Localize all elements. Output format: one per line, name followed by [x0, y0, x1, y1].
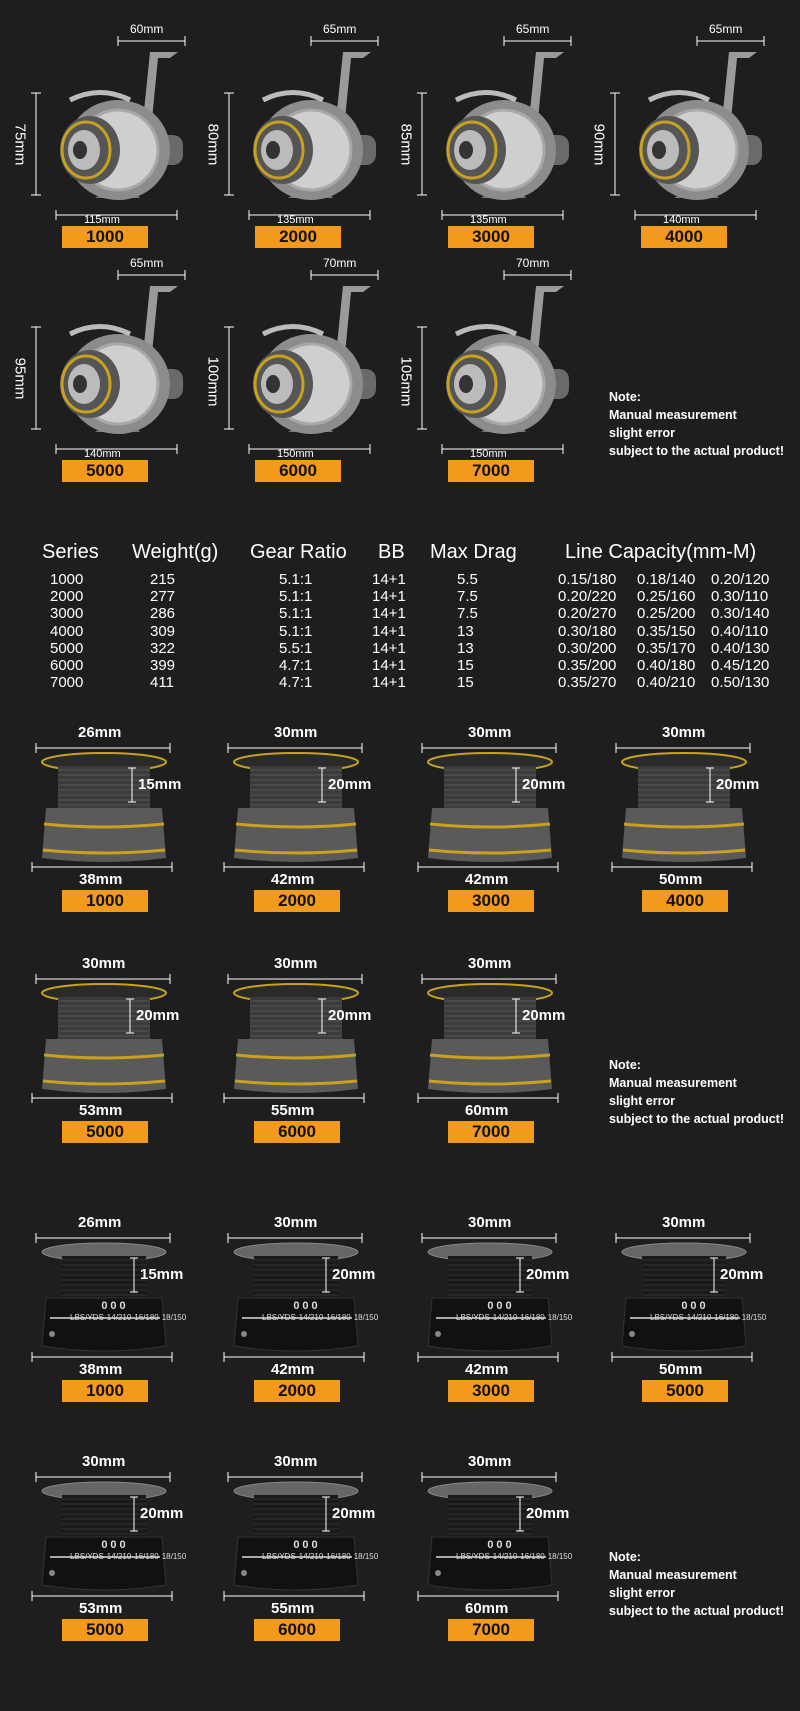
table-cell: 14+1: [372, 674, 406, 692]
table-cell: 7.5: [457, 588, 478, 606]
capacity-c1: 14/210: [106, 1552, 132, 1561]
table-cell: 0.35/270: [558, 674, 617, 692]
model-badge: 5000: [62, 1121, 148, 1143]
spinning-reel-image: [60, 52, 183, 200]
capacity-c3: 18/150: [353, 1313, 379, 1322]
table-cell: 215: [150, 571, 176, 588]
capacity-c3: 18/150: [547, 1313, 573, 1322]
measurement-note-1: Note: Manual measurement slight error subject to the actual product!: [609, 390, 785, 458]
capacity-c3: 18/150: [741, 1313, 767, 1322]
header-max-drag: Max Drag: [430, 541, 517, 563]
model-badge: 7000: [448, 1121, 534, 1143]
model-badge: 4000: [642, 890, 728, 912]
model-badge: 3000: [448, 1380, 534, 1402]
top-width-label: 30mm: [82, 1453, 126, 1470]
table-cell: 15: [457, 657, 474, 674]
handle-dimension-label: 70mm: [323, 256, 357, 270]
measurement-note-3: Note: Manual measurement slight error subject to the actual product!: [609, 1550, 785, 1618]
reel-drawing: [193, 0, 383, 230]
reel-item: [0, 0, 190, 246]
table-cell: 0.40/110: [711, 622, 769, 640]
model-badge: 3000: [448, 890, 534, 912]
model-badge: 6000: [254, 1121, 340, 1143]
spinning-reel-image: [639, 52, 762, 200]
handle-dimension-label: 65mm: [323, 22, 357, 36]
table-cell: 4.7:1: [279, 674, 313, 692]
spinning-reel-image: [253, 286, 376, 434]
table-cell: 0.30/200: [558, 639, 617, 657]
table-cell: 5.5: [457, 571, 478, 588]
top-width-label: 30mm: [82, 955, 126, 972]
model-badge: 6000: [255, 460, 341, 482]
reel-drawing: [0, 0, 190, 230]
handle-dimension-label: 65mm: [709, 22, 743, 36]
table-cell: 0.25/160: [637, 588, 696, 606]
bottom-width-label: 55mm: [271, 1102, 315, 1119]
height-dimension-label: 95mm: [11, 357, 29, 400]
header-bb: BB: [378, 541, 405, 563]
depth-label: 20mm: [332, 1505, 376, 1522]
table-cell: 277: [150, 588, 176, 606]
height-dimension-label: 100mm: [204, 356, 222, 407]
top-width-label: 30mm: [662, 724, 706, 741]
capacity-label: [650, 1300, 767, 1323]
depth-label: 20mm: [526, 1505, 570, 1522]
capacity-digits: 000: [487, 1300, 515, 1312]
depth-label: 20mm: [522, 776, 566, 793]
capacity-label: [456, 1300, 573, 1323]
depth-label: 15mm: [140, 1266, 184, 1283]
depth-label: 15mm: [138, 776, 182, 793]
table-cell: 0.30/180: [558, 622, 617, 640]
handle-dimension-label: 70mm: [516, 256, 550, 270]
height-dimension-label: 105mm: [397, 356, 415, 407]
top-width-label: 30mm: [468, 724, 512, 741]
metal-spool-image: [428, 753, 552, 862]
height-dimension-label: 80mm: [204, 123, 222, 166]
spool-item: [0, 724, 190, 934]
table-cell: 309: [150, 622, 176, 640]
capacity-c2: 16/180: [326, 1313, 351, 1322]
capacity-label: [70, 1539, 187, 1562]
depth-label: 20mm: [522, 1007, 566, 1024]
reel-item: [386, 234, 576, 480]
reel-drawing: [386, 234, 576, 464]
table-cell: 5.1:1: [279, 622, 313, 640]
table-cell: 14+1: [372, 588, 406, 606]
reel-drawing: [579, 0, 769, 230]
table-cell: 0.50/130: [711, 674, 770, 692]
top-width-label: 30mm: [662, 1214, 706, 1231]
table-cell: 0.40/130: [711, 639, 770, 657]
capacity-c1: 14/210: [298, 1552, 324, 1561]
table-cell: 0.20/120: [711, 571, 770, 588]
measurement-note-2: Note: Manual measurement slight error subject to the actual product!: [609, 1058, 785, 1126]
top-width-label: 26mm: [78, 1214, 122, 1231]
height-dimension-label: 90mm: [590, 123, 608, 166]
table-cell: 3000: [50, 605, 84, 623]
model-badge: 2000: [254, 890, 340, 912]
model-badge: 1000: [62, 226, 148, 248]
table-cell: 7000: [50, 674, 84, 692]
bottom-width-label: 60mm: [465, 1600, 509, 1617]
table-cell: 14+1: [372, 605, 406, 623]
table-cell: 14+1: [372, 571, 406, 588]
metal-spool-image: [234, 753, 358, 862]
height-dimension-label: 85mm: [397, 123, 415, 166]
capacity-c3: 18/150: [547, 1552, 573, 1561]
table-cell: 0.35/200: [558, 657, 617, 674]
depth-label: 20mm: [720, 1266, 764, 1283]
table-cell: 4.7:1: [279, 657, 313, 674]
model-badge: 3000: [448, 226, 534, 248]
bottom-width-label: 50mm: [659, 871, 703, 888]
bottom-width-label: 60mm: [465, 1102, 509, 1119]
handle-dimension-label: 65mm: [130, 256, 164, 270]
table-cell: 0.30/140: [711, 605, 770, 623]
black-spool-image: [234, 1482, 358, 1590]
base-dimension-label: 150mm: [470, 448, 507, 460]
spool-item: [192, 955, 382, 1165]
black-spool-image: [428, 1243, 552, 1351]
spool-item: [0, 1453, 190, 1663]
spool-item: [386, 1453, 576, 1663]
metal-spool-image: [42, 984, 166, 1093]
header-weight: Weight(g): [132, 541, 219, 563]
depth-label: 20mm: [140, 1505, 184, 1522]
capacity-c3: 18/150: [161, 1552, 187, 1561]
base-dimension-label: 135mm: [470, 214, 507, 226]
capacity-digits: 000: [293, 1539, 321, 1551]
black-spool-image: [42, 1482, 166, 1590]
table-cell: 399: [150, 657, 176, 674]
capacity-digits: 000: [681, 1300, 709, 1312]
model-badge: 2000: [255, 226, 341, 248]
table-cell: 0.15/180: [558, 571, 617, 588]
table-cell: 13: [457, 639, 474, 657]
capacity-digits: 000: [487, 1539, 515, 1551]
capacity-digits: 000: [101, 1300, 129, 1312]
capacity-label: [70, 1300, 187, 1323]
header-gear-ratio: Gear Ratio: [250, 541, 347, 563]
table-cell: 15: [457, 674, 474, 692]
capacity-c2: 16/180: [134, 1552, 159, 1561]
metal-spool-image: [622, 753, 746, 862]
top-width-label: 30mm: [468, 955, 512, 972]
top-width-label: 30mm: [274, 955, 318, 972]
table-cell: 5.1:1: [279, 571, 313, 588]
model-badge: 7000: [448, 1619, 534, 1641]
capacity-lbs: LBS/YDS: [70, 1313, 104, 1322]
reel-drawing: [0, 234, 190, 464]
table-cell: 14+1: [372, 639, 406, 657]
capacity-c3: 18/150: [161, 1313, 187, 1322]
table-cell: 5000: [50, 639, 84, 657]
black-spool-image: [42, 1243, 166, 1351]
table-cell: 7.5: [457, 605, 478, 623]
table-cell: 4000: [50, 622, 84, 640]
table-cell: 322: [150, 639, 176, 657]
capacity-c2: 16/180: [714, 1313, 739, 1322]
base-dimension-label: 135mm: [277, 214, 314, 226]
reel-item: [579, 0, 769, 246]
capacity-lbs: LBS/YDS: [650, 1313, 684, 1322]
top-width-label: 30mm: [274, 724, 318, 741]
handle-dimension-label: 65mm: [516, 22, 550, 36]
depth-label: 20mm: [526, 1266, 570, 1283]
spool-item: [0, 955, 190, 1165]
table-cell: 5.1:1: [279, 605, 313, 623]
bottom-width-label: 50mm: [659, 1361, 703, 1378]
capacity-lbs: LBS/YDS: [262, 1552, 296, 1561]
capacity-label: [262, 1539, 379, 1562]
model-badge: 2000: [254, 1380, 340, 1402]
bottom-width-label: 38mm: [79, 871, 123, 888]
base-dimension-label: 140mm: [84, 448, 121, 460]
table-cell: 5.5:1: [279, 639, 313, 657]
capacity-lbs: LBS/YDS: [262, 1313, 296, 1322]
capacity-c2: 16/180: [326, 1552, 351, 1561]
model-badge: 7000: [448, 460, 534, 482]
table-cell: 14+1: [372, 657, 406, 674]
black-spool-image: [622, 1243, 746, 1351]
depth-label: 20mm: [328, 1007, 372, 1024]
header-line-capacity: Line Capacity(mm-M): [565, 541, 757, 563]
metal-spool-image: [428, 984, 552, 1093]
spool-item: [192, 1214, 382, 1424]
black-spool-image: [234, 1243, 358, 1351]
table-cell: 0.35/170: [637, 639, 696, 657]
spinning-reel-image: [253, 52, 376, 200]
table-cell: 0.25/200: [637, 605, 696, 623]
capacity-digits: 000: [293, 1300, 321, 1312]
table-cell: 13: [457, 622, 474, 640]
table-cell: 14+1: [372, 622, 406, 640]
base-dimension-label: 115mm: [84, 214, 120, 226]
table-cell: 0.40/180: [637, 657, 696, 674]
capacity-label: [262, 1300, 379, 1323]
height-dimension-label: 75mm: [11, 123, 29, 166]
spool-item: [386, 955, 576, 1165]
depth-label: 20mm: [332, 1266, 376, 1283]
metal-spool-image: [234, 984, 358, 1093]
spool-item: [386, 724, 576, 934]
capacity-lbs: LBS/YDS: [456, 1552, 490, 1561]
table-cell: 0.35/150: [637, 622, 696, 640]
bottom-width-label: 42mm: [271, 871, 315, 888]
bottom-width-label: 42mm: [465, 871, 509, 888]
capacity-c2: 16/180: [520, 1552, 545, 1561]
spool-item: [192, 1453, 382, 1663]
reel-item: [0, 234, 190, 480]
bottom-width-label: 38mm: [79, 1361, 123, 1378]
spool-item: [580, 1214, 770, 1424]
header-series: Series: [42, 541, 99, 563]
capacity-lbs: LBS/YDS: [456, 1313, 490, 1322]
reel-item: [386, 0, 576, 246]
handle-dimension-label: 60mm: [130, 22, 164, 36]
table-cell: 1000: [50, 571, 84, 588]
spinning-reel-image: [446, 52, 569, 200]
model-badge: 6000: [254, 1619, 340, 1641]
bottom-width-label: 55mm: [271, 1600, 315, 1617]
reel-item: [193, 234, 383, 480]
capacity-c1: 14/210: [492, 1313, 518, 1322]
model-badge: 1000: [62, 890, 148, 912]
table-cell: 0.40/210: [637, 674, 696, 692]
spool-item: [0, 1214, 190, 1424]
depth-label: 20mm: [136, 1007, 180, 1024]
top-width-label: 26mm: [78, 724, 122, 741]
table-cell: 0.18/140: [637, 571, 696, 588]
capacity-digits: 000: [101, 1539, 129, 1551]
spool-item: [192, 724, 382, 934]
table-cell: 0.30/110: [711, 588, 769, 606]
model-badge: 5000: [642, 1380, 728, 1402]
capacity-label: [456, 1539, 573, 1562]
table-cell: 6000: [50, 657, 84, 674]
reel-drawing: [193, 234, 383, 464]
table-cell: 411: [150, 674, 174, 692]
reel-item: [193, 0, 383, 246]
top-width-label: 30mm: [468, 1214, 512, 1231]
reel-drawing: [386, 0, 576, 230]
top-width-label: 30mm: [274, 1214, 318, 1231]
capacity-c1: 14/210: [686, 1313, 712, 1322]
table-cell: 286: [150, 605, 176, 623]
table-cell: 0.45/120: [711, 657, 770, 674]
capacity-c1: 14/210: [298, 1313, 324, 1322]
model-badge: 5000: [62, 1619, 148, 1641]
depth-label: 20mm: [716, 776, 760, 793]
capacity-lbs: LBS/YDS: [70, 1552, 104, 1561]
model-badge: 4000: [641, 226, 727, 248]
bottom-width-label: 53mm: [79, 1600, 123, 1617]
table-cell: 0.20/270: [558, 605, 617, 623]
spool-item: [386, 1214, 576, 1424]
spinning-reel-image: [60, 286, 183, 434]
bottom-width-label: 53mm: [79, 1102, 123, 1119]
capacity-c1: 14/210: [492, 1552, 518, 1561]
capacity-c1: 14/210: [106, 1313, 132, 1322]
top-width-label: 30mm: [468, 1453, 512, 1470]
spinning-reel-image: [446, 286, 569, 434]
table-cell: 5.1:1: [279, 588, 313, 606]
table-cell: 2000: [50, 588, 84, 606]
table-cell: 0.20/220: [558, 588, 617, 606]
capacity-c2: 16/180: [520, 1313, 545, 1322]
base-dimension-label: 150mm: [277, 448, 314, 460]
black-spool-image: [428, 1482, 552, 1590]
model-badge: 1000: [62, 1380, 148, 1402]
top-width-label: 30mm: [274, 1453, 318, 1470]
metal-spool-image: [42, 753, 166, 862]
depth-label: 20mm: [328, 776, 372, 793]
base-dimension-label: 140mm: [663, 214, 700, 226]
capacity-c2: 16/180: [134, 1313, 159, 1322]
bottom-width-label: 42mm: [465, 1361, 509, 1378]
capacity-c3: 18/150: [353, 1552, 379, 1561]
model-badge: 5000: [62, 460, 148, 482]
bottom-width-label: 42mm: [271, 1361, 315, 1378]
spool-item: [580, 724, 770, 934]
